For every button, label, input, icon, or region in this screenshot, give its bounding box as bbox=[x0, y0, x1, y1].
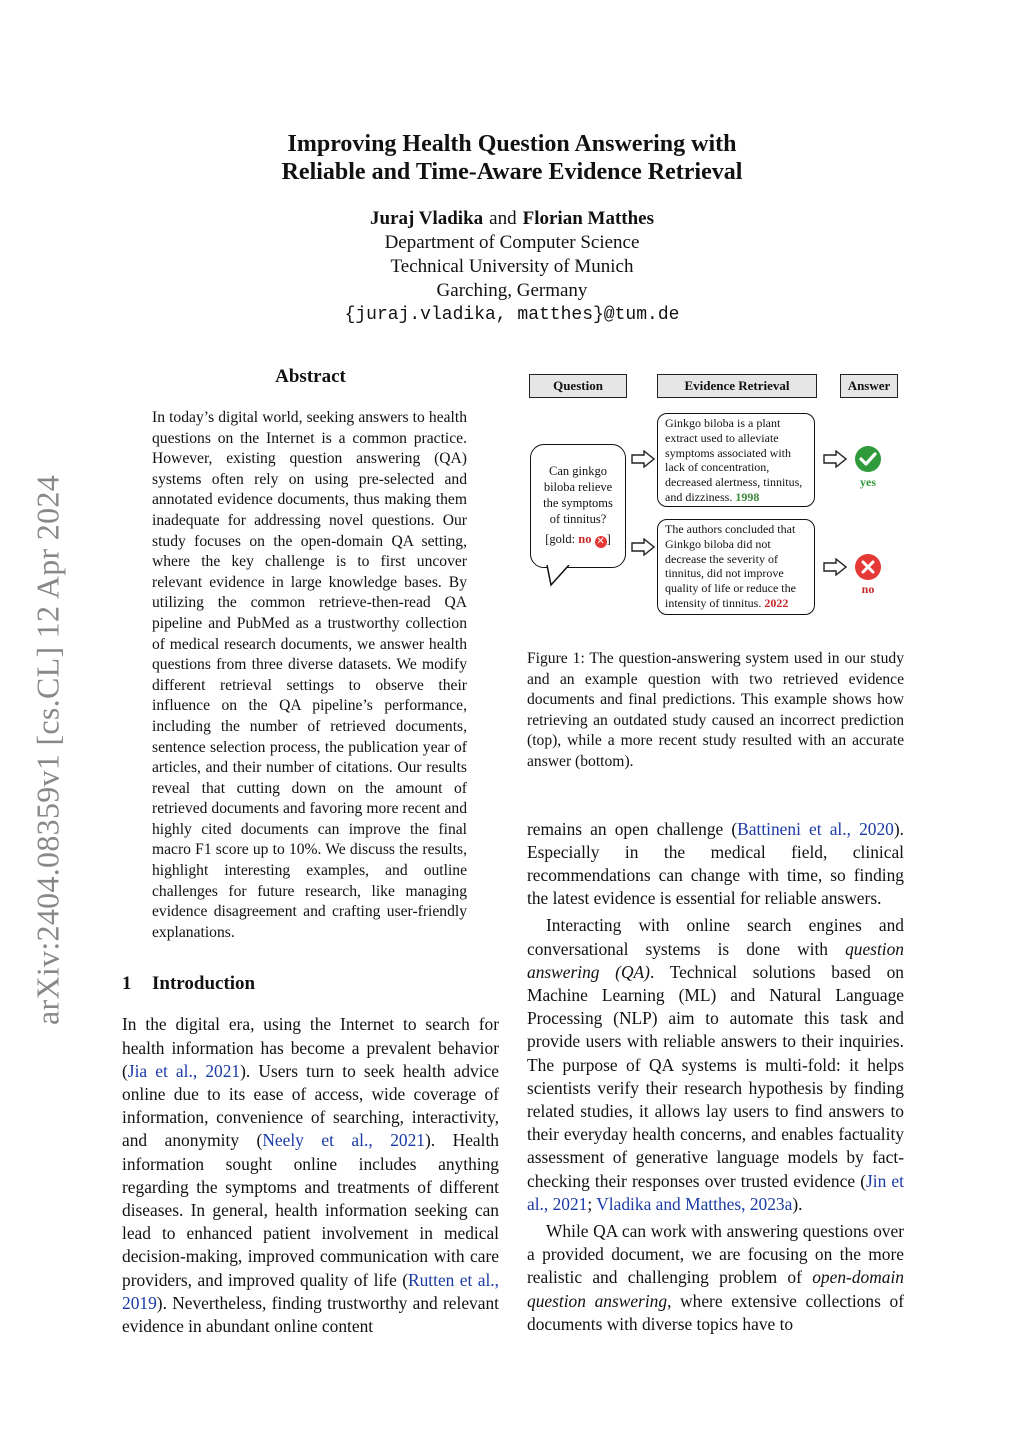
citation-link[interactable]: Battineni et al., 2020 bbox=[737, 818, 894, 839]
evidence-1-year: 1998 bbox=[735, 489, 760, 504]
right-text-7: , where extensive collections of documents with diverse topics have to bbox=[527, 1290, 905, 1334]
arrow-right-icon bbox=[823, 450, 847, 468]
title-line-1: Improving Health Question Answering with bbox=[287, 131, 737, 157]
intro-text-1: In the digital era, using the Internet to search for health information has become a prevalent behavior ( bbox=[122, 1014, 499, 1081]
arrow-right-icon bbox=[631, 538, 655, 556]
answer-2-label: no bbox=[861, 582, 875, 596]
column-label-question: Question bbox=[529, 374, 627, 398]
right-text-4: . Technical solutions based on Machine Learning (ML) and Natural Language Processing (NLP) aim to automate this task and provide users with reliable answers to their inquiries. The purpose of QA systems is multi-fold: it helps scientists verify their research hypothesis by finding related studies, it allows lay users to find answers to their everyday health concerns, and enables factuality assessment of generative language models by fact-checking their responses over trusted evidence ( bbox=[527, 961, 904, 1191]
citation-link[interactable]: Vladika and Matthes, 2023a bbox=[596, 1193, 793, 1214]
evidence-1-text: Ginkgo biloba is a plant extract used to alleviate symptoms associated with lack of concentration, decreased alertness, tinnitus, and dizziness. bbox=[665, 416, 803, 504]
gold-label: gold: bbox=[549, 532, 576, 546]
x-icon: ✕ bbox=[596, 536, 605, 547]
evidence-box-1 bbox=[657, 413, 815, 507]
arxiv-identifier: arXiv:2404.08359v1 [cs.CL] 12 Apr 2024 bbox=[29, 474, 66, 1026]
right-paragraph-3 bbox=[527, 1220, 904, 1336]
right-text-3: Interacting with online search engines and conversational systems is done with bbox=[527, 915, 904, 959]
right-paragraph-2 bbox=[527, 914, 904, 1216]
citation-link[interactable]: Rutten et al., 2019 bbox=[122, 1269, 499, 1313]
intro-text-4: ). Nevertheless, finding trustworthy and relevant evidence in abundant online content bbox=[122, 1292, 499, 1337]
paper-title bbox=[0, 130, 1024, 186]
question-text: Can ginkgo biloba relieve the symptoms of tinnitus? bbox=[543, 464, 613, 526]
affiliation-city: Garching, Germany bbox=[436, 280, 588, 301]
abstract-text: In today’s digital world, seeking answers to health questions on the Internet is a common practice. However, existing question answering (QA) systems often rely on using pre-selected and annotated evidence documents, thus making them inadequate for addressing novel questions. Our study focuses on the open-domain QA setting, where the key challenge is to first uncover relevant evidence in large knowledge bases. By utilizing the common retrieve-then-read QA pipeline and PubMed as a trustworthy collection of medical research documents, we answer health questions from three diverse datasets. We modify different retrieval settings to observe their influence on the QA pipeline’s performance, including the number of retrieved documents, sentence selection process, the publication year of articles, and their number of citations. Our results reveal that cutting down on the amount of retrieved documents and favoring more recent and highly cited documents can improve the final macro F1 score up to 10%. We discuss the results, highlight interesting examples, and outline challenges for future research, like managing evidence disagreement and crafting user-friendly explanations. bbox=[152, 409, 467, 941]
question-bubble bbox=[530, 444, 626, 568]
left-column bbox=[122, 366, 499, 1338]
author-block bbox=[0, 207, 1024, 327]
figure-caption: Figure 1: The question-answering system used in our study and an example question with two retrieved evidence documents and final predictions. This example shows how retrieving an outdated study caused an incorrect prediction (top), while a more recent study resulted with an accurate answer (bottom). bbox=[527, 650, 904, 770]
right-text-6: While QA can work with answering questions over a provided document, we are focusing on the more realistic and challenging problem of bbox=[527, 1221, 904, 1288]
author-1: Juraj Vladika bbox=[370, 208, 484, 229]
title-line-2: Reliable and Time-Aware Evidence Retrieval bbox=[281, 159, 743, 185]
figure-1 bbox=[527, 366, 904, 621]
citation-separator: ; bbox=[587, 1193, 597, 1214]
emphasis-term: open-domain question answering bbox=[527, 1267, 904, 1311]
evidence-2-text: The authors concluded that Ginkgo biloba did not decrease the severity of tinnitus, did not improve quality of life or reduce the intensity of tinnitus. bbox=[665, 522, 796, 610]
emphasis-term: question answering (QA) bbox=[527, 938, 904, 982]
arrow-right-icon bbox=[631, 450, 655, 468]
answer-1-label: yes bbox=[860, 475, 876, 489]
citation-link[interactable]: Neely et al., 2021 bbox=[262, 1130, 425, 1151]
author-2: Florian Matthes bbox=[522, 208, 654, 229]
column-label-answer: Answer bbox=[840, 374, 898, 398]
right-paragraph-1 bbox=[527, 818, 904, 911]
speech-bubble-tail bbox=[545, 565, 575, 587]
arxiv-sidebar bbox=[18, 450, 78, 1050]
evidence-2-year: 2022 bbox=[764, 595, 789, 610]
gold-value: no bbox=[578, 532, 592, 546]
section-title: Introduction bbox=[152, 973, 256, 995]
arrow-right-icon bbox=[823, 558, 847, 576]
right-text-2: ). Especially in the medical field, clinical recommendations can change with time, so finding the latest evidence is essential for reliable answers. bbox=[527, 818, 905, 909]
right-column bbox=[527, 366, 904, 1336]
evidence-box-2 bbox=[657, 519, 815, 615]
affiliation-department: Department of Computer Science bbox=[384, 232, 640, 253]
right-text-5: ). bbox=[792, 1193, 803, 1214]
intro-paragraph bbox=[122, 1013, 499, 1338]
author-conjunction: and bbox=[489, 208, 517, 229]
check-icon bbox=[854, 445, 882, 473]
intro-text-3: ). Health information sought online includes anything regarding the symptoms and treatments of different diseases. In general, health information seeking can lead to enhanced patient involvement in medical decision-making, improved communication with care providers, and improved quality of life ( bbox=[122, 1130, 499, 1290]
abstract-heading: Abstract bbox=[275, 366, 346, 387]
section-heading-introduction bbox=[122, 973, 499, 995]
author-email[interactable]: {juraj.vladika, matthes}@tum.de bbox=[344, 305, 680, 325]
section-number: 1 bbox=[122, 973, 132, 995]
affiliation-university: Technical University of Munich bbox=[390, 256, 634, 277]
gold-label-line: [gold: no ✕ ] bbox=[545, 532, 611, 547]
citation-link[interactable]: Jia et al., 2021 bbox=[127, 1060, 241, 1081]
column-label-evidence: Evidence Retrieval bbox=[657, 374, 817, 398]
right-text-1: remains an open challenge ( bbox=[527, 818, 738, 839]
author-names bbox=[0, 207, 1024, 231]
intro-text-2: ). Users turn to seek health advice online due to its ease of access, wide coverage of information, convenience of searching, interactivity, and anonymity ( bbox=[122, 1060, 499, 1151]
citation-link[interactable]: Jin et al., 2021 bbox=[527, 1170, 904, 1214]
x-circle-icon bbox=[854, 553, 882, 581]
